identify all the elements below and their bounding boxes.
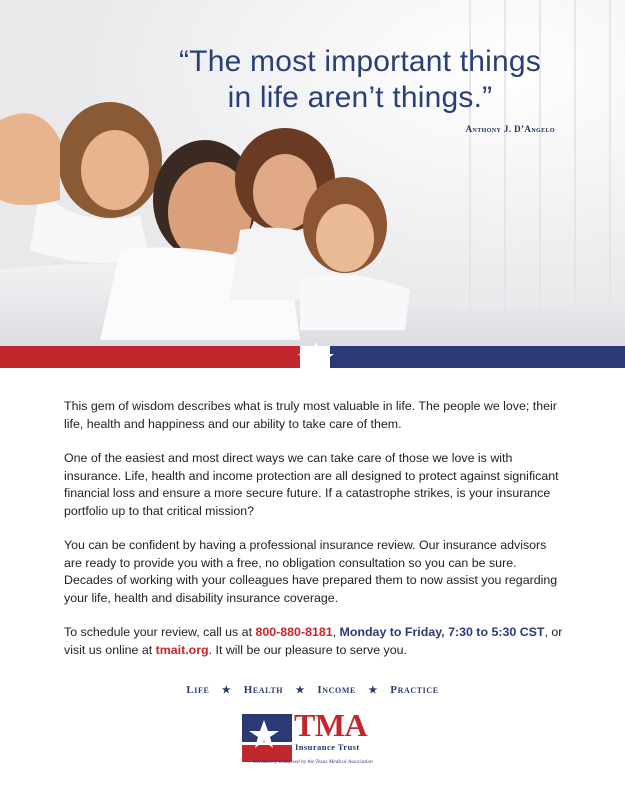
quote-line-1: “The most important things [178,45,541,78]
logo-endorsement: Exclusively Endorsed by the Texas Medical Association [253,759,373,765]
star-icon [292,340,340,374]
phone-number[interactable]: 800-880-8181 [255,625,333,639]
tma-logo [242,707,384,772]
logo-wordmark: TMA [294,707,368,743]
tagline-item-income: Income [317,684,356,696]
tagline [0,684,625,696]
flag-star-icon [242,714,292,762]
star-separator-icon: ★ [221,685,232,696]
p4-text-c: , or visit us online at [64,625,563,657]
p4-text-d: . It will be our pleasure to serve you. [208,642,407,657]
paragraph-3: You can be confident by having a professional insurance review. Our insurance advisors are ready to provide you with a free, no obligation consultation so you can be sure. Decades of working with your colleagues have prepared them to now assist you regarding your life, health and disability insurance coverage. [64,538,558,605]
p4-text-b: , [332,625,340,639]
logo-subtitle: Insurance Trust [295,742,360,752]
office-hours: Monday to Friday, 7:30 to 5:30 CST [339,625,545,639]
tagline-item-practice: Practice [390,684,439,696]
paragraph-4 [64,624,564,659]
body-copy [64,398,564,676]
tagline-item-life: Life [186,684,210,696]
red-stripe [0,346,300,368]
quote-attribution: Anthony J. D’Angelo [465,124,555,134]
quote-line-2: in life aren’t things.” [227,81,493,114]
hero-quote [160,44,560,116]
star-separator-icon: ★ [295,685,306,696]
paragraph-2: One of the easiest and most direct ways we can take care of those we love is with insurance. Life, health and income protection are all designed to protect against significant financial loss and ensure a more secure future. If a catastrophe strikes, is your insurance portfolio up to that critical mission? [64,451,559,518]
tagline-item-health: Health [243,684,284,696]
website-link[interactable]: tmait.org [155,642,209,657]
star-separator-icon: ★ [368,685,378,696]
hero-photo-section [0,0,625,346]
blue-stripe [330,346,625,368]
stripe-band [0,346,625,372]
paragraph-1: This gem of wisdom describes what is truly most valuable in life. The people we love; their life, health and happiness and our ability to take care of them. [64,399,557,431]
p4-text-a: To schedule your review, call us at [64,625,256,639]
